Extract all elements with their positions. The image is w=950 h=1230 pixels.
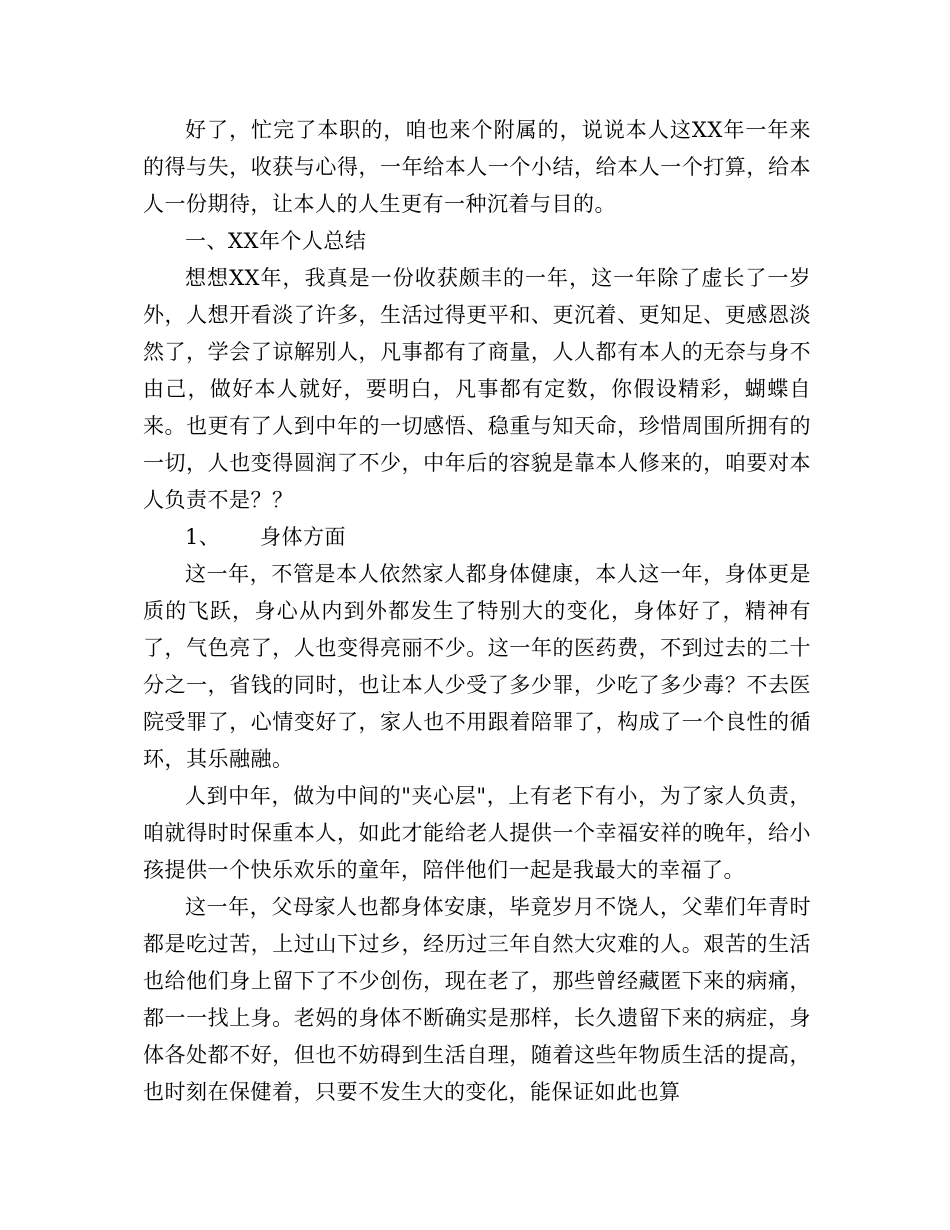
subsection-number: 1、: [185, 525, 221, 549]
document-body: [143, 112, 811, 1111]
subsection-title: 身体方面: [260, 525, 346, 549]
paragraph-reflection: 想想XX年，我真是一份收获颇丰的一年，这一年除了虚长了一岁外，人想开看淡了许多，生活过得更平和、更沉着、更知足、更感恩淡然了，学会了谅解别人，凡事都有了商量，人人都有本人的无奈与身不由己，做好本人就好，要明白，凡事都有定数，你假设精彩，蝴蝶自来。也更有了人到中年的一切感悟、稳重与知天命，珍惜周围所拥有的一切，人也变得圆润了不少，中年后的容貌是靠本人修来的，咱要对本人负责不是？？: [143, 266, 811, 512]
paragraph-health-self: 这一年，不管是本人依然家人都身体健康，本人这一年，身体更是质的飞跃，身心从内到外都发生了特别大的变化，身体好了，精神有了，气色亮了，人也变得亮丽不少。这一年的医药费，不到过去的二十分之一，省钱的同时，也让本人少受了多少罪，少吃了多少毒？不去医院受罪了，心情变好了，家人也不用跟着陪罪了，构成了一个良性的循环，其乐融融。: [143, 562, 811, 771]
paragraph-parents-health: 这一年，父母家人也都身体安康，毕竟岁月不饶人，父辈们年青时都是吃过苦，上过山下过乡，经历过三年自然大灾难的人。艰苦的生活也给他们身上留下了不少创伤，现在老了，那些曾经藏匿下来的病痛，都一一找上身。老妈的身体不断确实是那样，长久遗留下来的病症，身体各处都不好，但也不妨碍到生活自理，随着这些年物质生活的提高，也时刻在保健着，只要不发生大的变化，能保证如此也算: [143, 895, 811, 1104]
section-heading-annual-summary: 一、XX年个人总结: [185, 229, 367, 253]
paragraph-middle-age: 人到中年，做为中间的"夹心层"，上有老下有小，为了家人负责，咱就得时时保重本人，如此才能给老人提供一个幸福安祥的晚年，给小孩提供一个快乐欢乐的童年，陪伴他们一起是我最大的幸福了。: [143, 784, 811, 882]
paragraph-intro: 好了，忙完了本职的，咱也来个附属的，说说本人这XX年一年来的得与失，收获与心得，一年给本人一个小结，给本人一个打算，给本人一份期待，让本人的人生更有一种沉着与目的。: [143, 118, 811, 216]
subsection-heading-health: [143, 519, 811, 556]
